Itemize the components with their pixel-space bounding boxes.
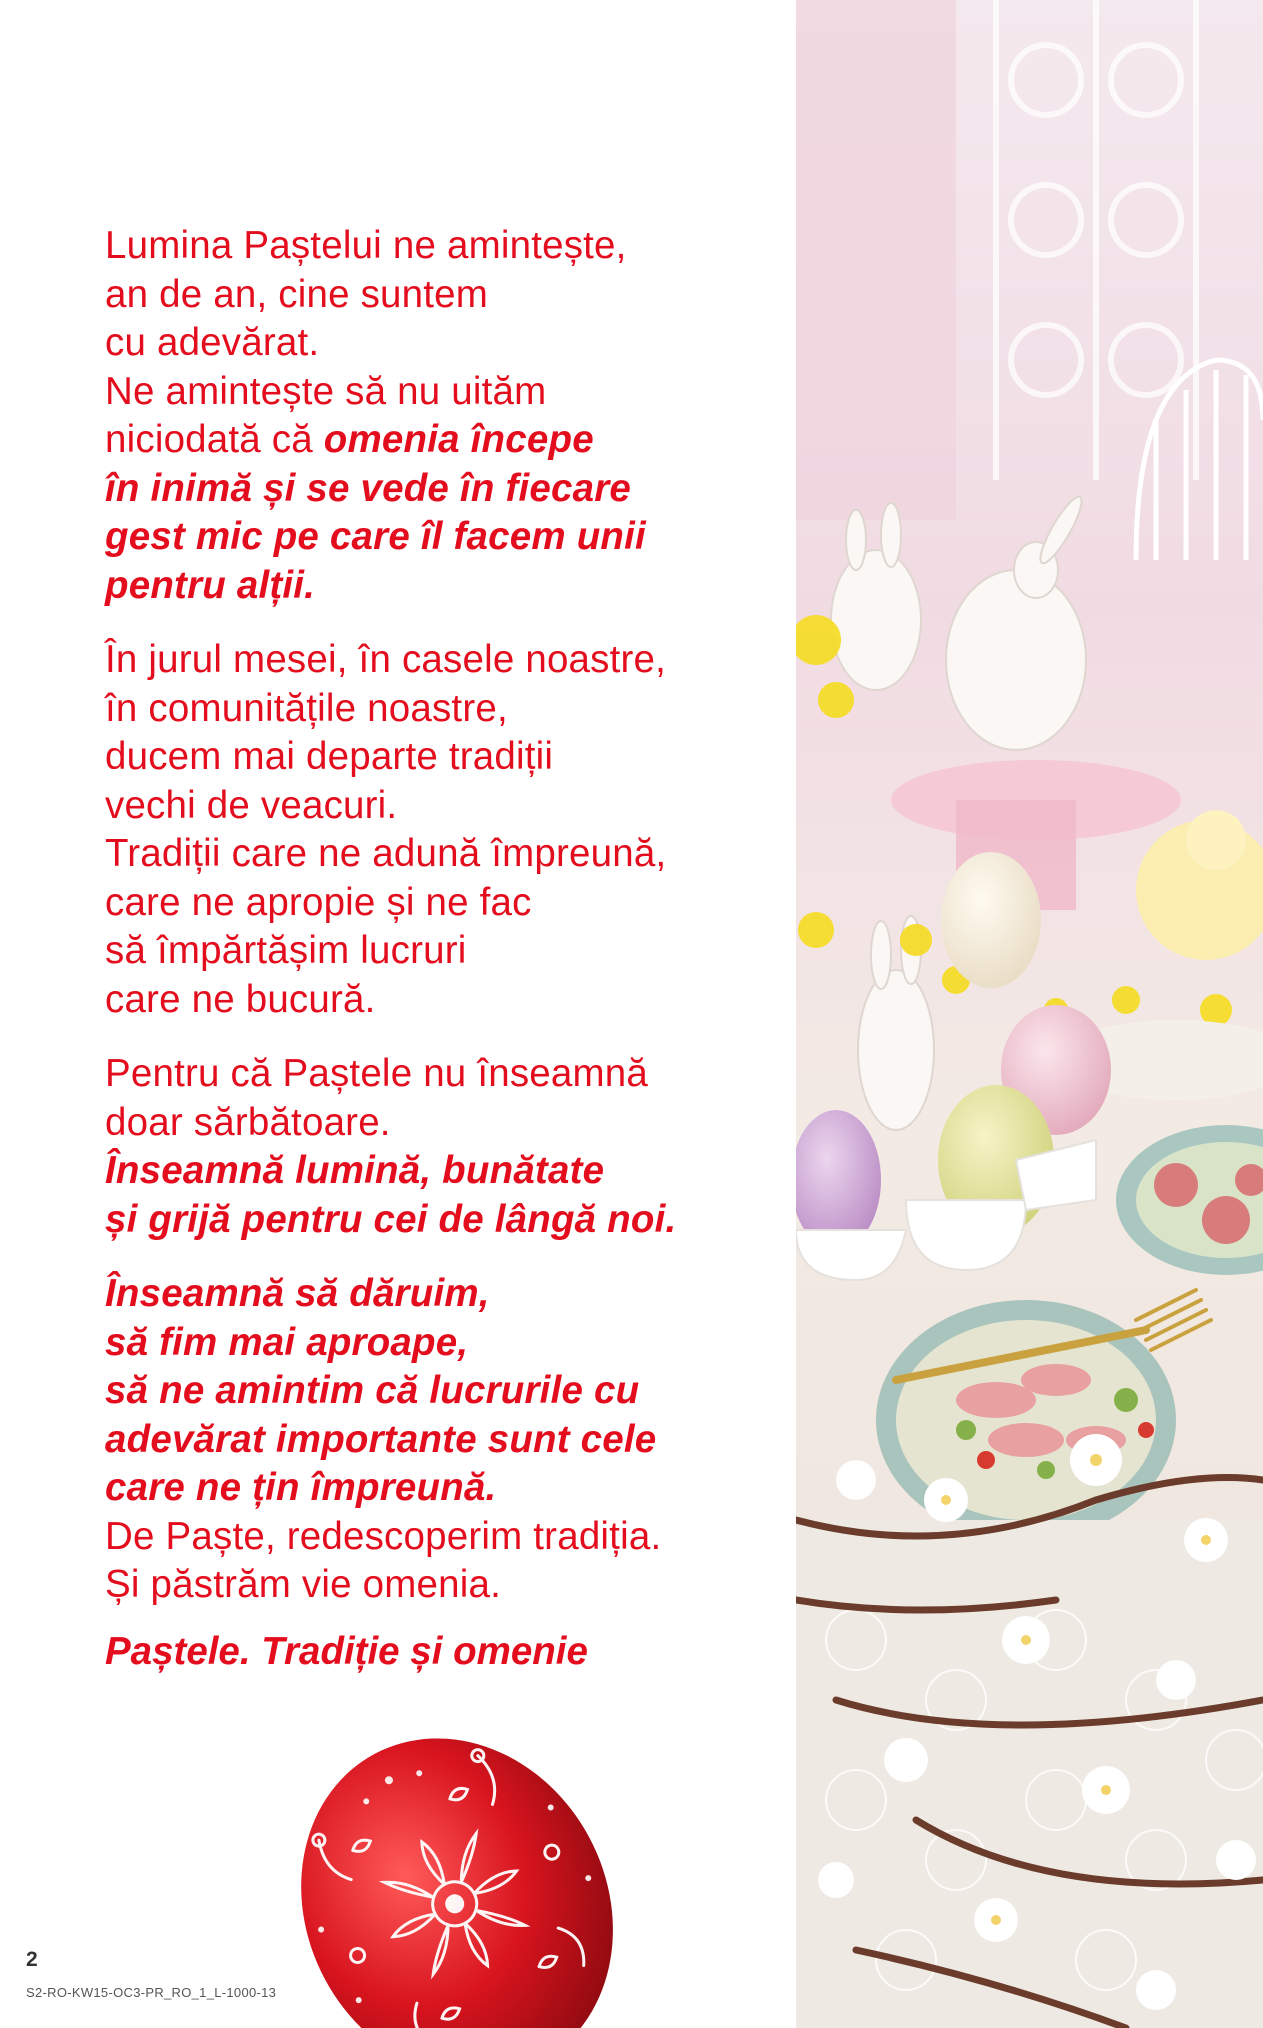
text-line-mixed (105, 416, 785, 465)
text-line: Tradiții care ne adună împreună, (105, 832, 667, 875)
text-line: care ne bucură. (105, 977, 376, 1021)
text-line: an de an, cine suntem (105, 272, 489, 316)
text-line: De Paște, redescoperim tradiția. (105, 1514, 662, 1558)
paragraph-intro (105, 222, 785, 610)
text-line: Pentru că Paștele nu înseamnă (105, 1052, 648, 1095)
emphasis-fragment: omenia începe (323, 418, 594, 461)
text-line: Lumina Paștelui ne amintește, (105, 224, 627, 267)
print-code: S2-RO-KW15-OC3-PR_RO_1_L-1000-13 (26, 1985, 277, 2000)
emphasis-line: gest mic pe care îl facem unii (105, 515, 646, 558)
emphasis-line: care ne țin împreună. (105, 1466, 497, 1509)
text-line: ducem mai departe tradiții (105, 735, 554, 778)
text-line: cu adevărat. (105, 321, 320, 364)
painted-easter-egg-image (270, 1725, 630, 2028)
text-line: doar sărbătoare. (105, 1100, 391, 1144)
emphasis-line: să ne amintim că lucrurile cu (105, 1369, 640, 1412)
emphasis-line: pentru alții. (105, 563, 316, 607)
emphasis-line: să fim mai aproape, (105, 1320, 469, 1364)
page-number: 2 (26, 1948, 38, 1971)
text-line: în comunitățile noastre, (105, 686, 508, 730)
text-line: Ne amintește să nu uităm (105, 369, 547, 413)
text-line: să împărtășim lucruri (105, 929, 467, 972)
paragraph-giving (105, 1270, 785, 1610)
paragraph-meaning (105, 1050, 785, 1244)
text-line: În jurul mesei, în casele noastre, (105, 638, 667, 681)
text-fragment: niciodată că (105, 418, 324, 461)
emphasis-line: Înseamnă să dăruim, (105, 1272, 490, 1315)
text-line: Și păstrăm vie omenia. (105, 1563, 501, 1606)
emphasis-line: și grijă pentru cei de lângă noi. (105, 1197, 677, 1241)
easter-message (105, 222, 785, 1636)
text-line: vechi de veacuri. (105, 783, 398, 827)
text-line: care ne apropie și ne fac (105, 880, 532, 924)
paragraph-traditions (105, 636, 785, 1024)
emphasis-line: Înseamnă lumină, bunătate (105, 1149, 605, 1192)
emphasis-line: adevărat importante sunt cele (105, 1417, 657, 1461)
tagline: Paștele. Tradiție și omenie (105, 1630, 588, 1673)
easter-table-photo (796, 0, 1263, 2028)
emphasis-line: în inimă și se vede în fiecare (105, 466, 631, 510)
